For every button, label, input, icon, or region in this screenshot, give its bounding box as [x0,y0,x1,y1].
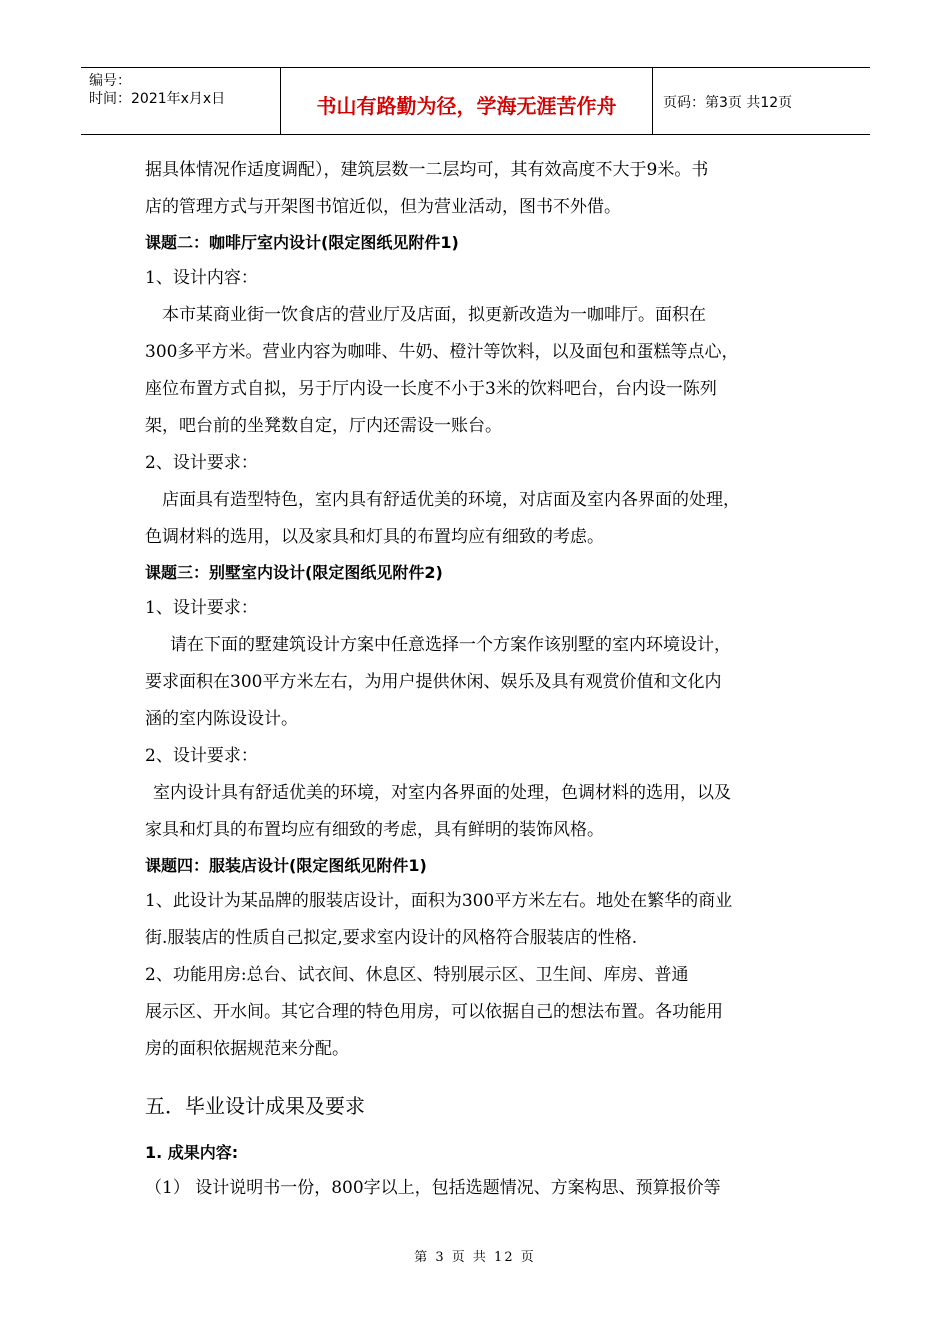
topic-heading: 课题二：咖啡厅室内设计(限定图纸见附件1) [145,233,459,252]
subheading: 2、设计要求： [145,746,258,766]
paragraph-line: 架，吧台前的坐凳数自定，厅内还需设一账台。 [145,416,502,436]
section-heading: 五．毕业设计成果及要求 [145,1094,365,1118]
paragraph-line: （1） 设计说明书一份，800字以上，包括选题情况、方案构思、预算报价等 [145,1178,721,1198]
paragraph-line: 室内设计具有舒适优美的环境，对室内各界面的处理，色调材料的选用，以及 [153,783,731,803]
document-time-label: 时间：2021年x月x日 [89,91,226,107]
subheading: 1、设计内容： [145,268,258,288]
paragraph-line: 涵的室内陈设设计。 [145,709,298,729]
paragraph-line: 店的管理方式与开架图书馆近似，但为营业活动，图书不外借。 [145,197,621,217]
paragraph-line: 请在下面的墅建筑设计方案中任意选择一个方案作该别墅的室内环境设计， [170,635,731,655]
header-motto: 书山有路勤为径，学海无涯苦作舟 [281,68,653,134]
paragraph-line: 街.服装店的性质自己拟定,要求室内设计的风格符合服装店的性格. [145,928,638,948]
page-header [81,67,870,135]
paragraph-line: 2、功能用房:总台、试衣间、休息区、特别展示区、卫生间、库房、普通 [145,965,689,985]
paragraph-line: 1、此设计为某品牌的服装店设计，面积为300平方米左右。地处在繁华的商业 [145,891,733,911]
header-meta [81,68,281,134]
subheading: 2、设计要求： [145,453,258,473]
paragraph-line: 300多平方米。营业内容为咖啡、牛奶、橙汁等饮料，以及面包和蛋糕等点心， [145,342,739,362]
document-body [145,152,825,1207]
paragraph-line: 店面具有造型特色，室内具有舒适优美的环境，对店面及室内各界面的处理， [162,490,740,510]
header-page-label: 页码：第3页 共12页 [663,95,793,111]
paragraph-line: 座位布置方式自拟，另于厅内设一长度不小于3米的饮料吧台，台内设一陈列 [145,379,717,399]
page-footer: 第 3 页 共 12 页 [414,1250,536,1265]
topic-heading: 课题四：服装店设计(限定图纸见附件1) [145,856,427,875]
paragraph-line: 展示区、开水间。其它合理的特色用房，可以依据自己的想法布置。各功能用 [145,1002,723,1022]
paragraph-line: 要求面积在300平方米左右，为用户提供休闲、娱乐及具有观赏价值和文化内 [145,672,722,692]
paragraph-line: 色调材料的选用，以及家具和灯具的布置均应有细致的考虑。 [145,527,604,547]
subheading: 1、设计要求： [145,598,258,618]
paragraph-line: 家具和灯具的布置均应有细致的考虑，具有鲜明的装饰风格。 [145,820,604,840]
paragraph-line: 本市某商业街一饮食店的营业厅及店面，拟更新改造为一咖啡厅。面积在 [162,305,706,325]
subheading: 1. 成果内容: [145,1143,239,1162]
paragraph-line: 房的面积依据规范来分配。 [145,1039,349,1059]
paragraph-line: 据具体情况作适度调配），建筑层数一二层均可，其有效高度不大于9米。书 [145,160,709,180]
topic-heading: 课题三：别墅室内设计(限定图纸见附件2) [145,563,443,582]
document-number-label: 编号： [89,73,131,89]
